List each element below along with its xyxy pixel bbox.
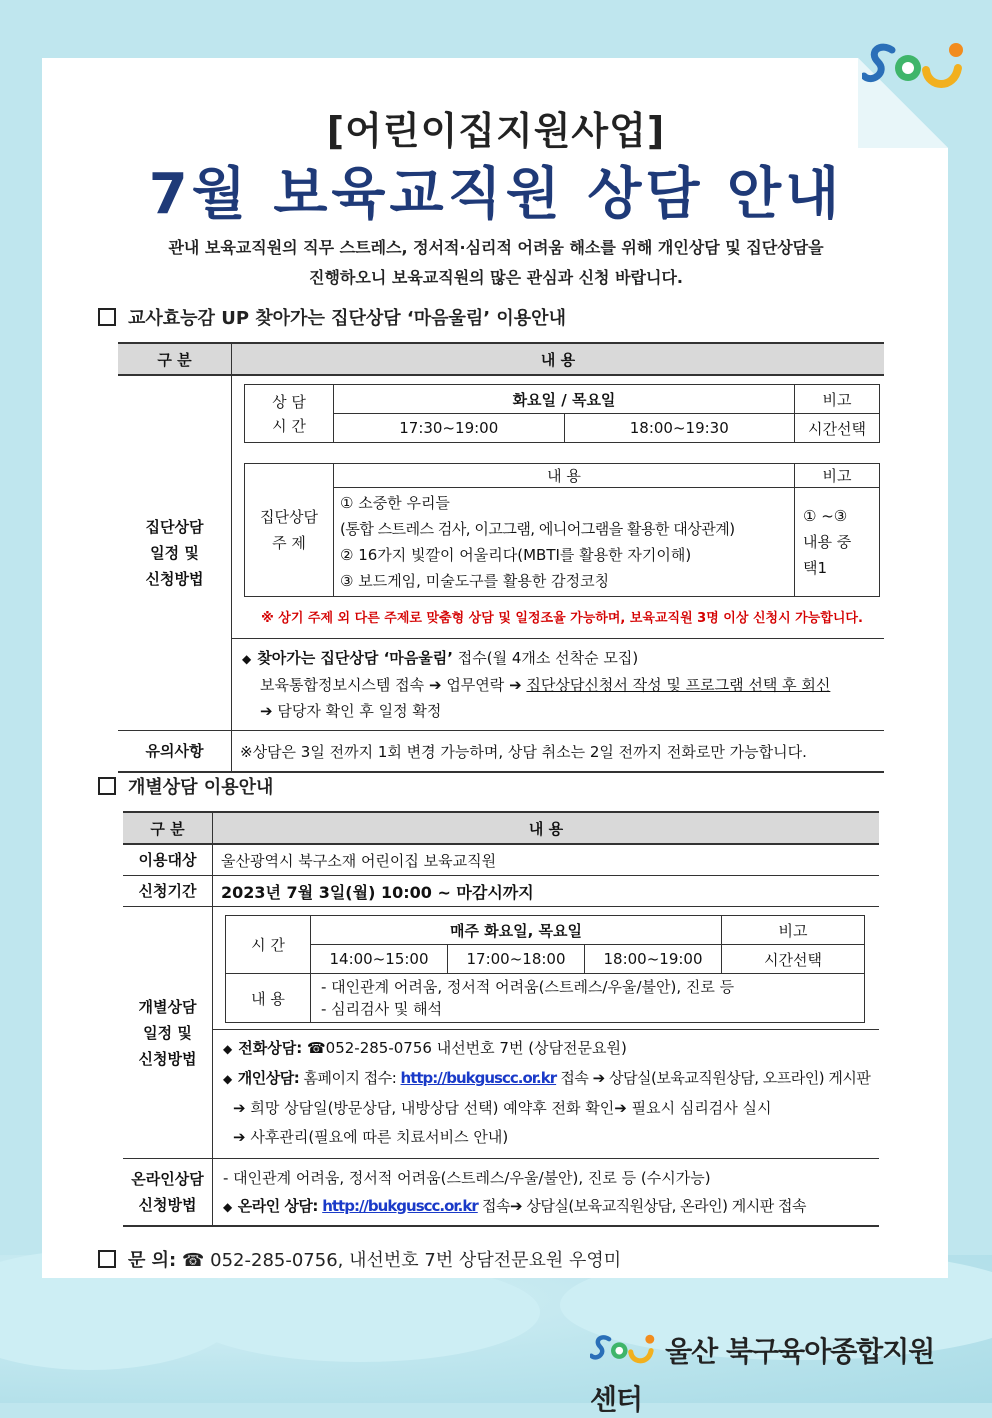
arrow-right-icon: ➔ [233,1128,246,1146]
diamond-bullet-icon: ◆ [223,1072,232,1086]
center-logo-icon [862,32,972,102]
target-label: 이용대상 [123,844,213,876]
phone-label: 전화상담: [238,1039,303,1057]
group-counseling-table [118,342,884,773]
period-text: 2023년 7월 3일(월) 10:00 ~ 마감시까지 [213,876,880,907]
time-label: 시 간 [226,916,311,974]
column-header-content: 내 용 [213,812,880,844]
time-note: 시간선택 [722,945,865,974]
individual-schedule-label: 개별상담 일정 및 신청방법 [123,907,213,1159]
topic-item: ③ 보드게임, 미술도구를 활용한 감정코칭 [340,572,610,590]
checkbox-square-icon [98,777,116,795]
page-title: 7월 보육교직원 상담 안내 [148,162,844,227]
diamond-bullet-icon: ◆ [242,652,252,666]
arrow-right-icon: ➔ [614,1099,627,1117]
time-slot: 18:00~19:00 [585,945,722,974]
organization-name: 울산 북구육아종합지원센터 [590,1335,935,1416]
intro-text-line1: 관내 보육교직원의 직무 스트레스, 정서적·심리적 어려움 해소를 위해 개인상담 및 집단상담을 [168,238,824,257]
diamond-bullet-icon: ◆ [223,1199,232,1214]
days-header: 매주 화요일, 목요일 [311,916,722,945]
apply-title-detail: 접수(월 4개소 선착순 모집) [452,649,639,667]
arrow-right-icon: ➔ [260,702,273,720]
phone-text: 052-285-0756 내선번호 7번 (상담전문요원) [325,1039,627,1057]
personal-text: 상담실(보육교직원상담, 오프라인) 게시판 [609,1069,871,1087]
contact-text: 052-285-0756, 내선번호 7번 상담전문요원 우영미 [210,1250,622,1271]
individual-time-table [225,915,865,1023]
target-text: 울산광역시 북구소재 어린이집 보육교직원 [213,844,880,876]
topic-label: 집단상담 주 제 [245,464,334,597]
personal-text: 홈페이지 접수: [303,1069,397,1087]
time-slot: 17:00~18:00 [448,945,585,974]
topic-note-header: 비고 [795,464,880,488]
online-text: - 대인관계 어려움, 정서적 어려움(스트레스/우울/불안), 진로 등 (수시가능) [223,1168,711,1187]
days-header: 화요일 / 목요일 [334,385,795,414]
red-notice: ※ 상기 주제 외 다른 주제로 맞춤형 상담 및 일정조율 가능하며, 보육교직원 3명 이상 신청시 가능합니다. [261,611,863,626]
apply-step: 담당자 확인 후 일정 확정 [277,702,442,720]
personal-step: 사후관리(필요에 따른 치료서비스 안내) [250,1128,509,1146]
topic-content-header: 내 용 [334,464,795,488]
caution-label: 유의사항 [118,731,232,773]
arrow-right-icon: ➔ [233,1099,246,1117]
checkbox-square-icon [98,308,116,326]
contact-line [98,1246,621,1272]
arrow-right-icon: ➔ [509,676,522,694]
online-text: 접속 [482,1196,511,1215]
topic-item: ① 소중한 우리들 [340,494,450,512]
personal-text: 접속 [560,1069,589,1087]
group-time-table [244,384,880,443]
arrow-right-icon: ➔ [592,1069,605,1087]
online-text: 상담실(보육교직원상담, 온라인) 게시판 접속 [526,1196,806,1215]
note-header: 비고 [722,916,865,945]
time-slot: 17:30~19:00 [334,414,565,443]
personal-step: 필요시 심리검사 실시 [631,1099,772,1117]
center-logo-icon [590,1322,660,1378]
time-label: 상 담 시 간 [245,385,334,443]
apply-step: 보육통합정보시스템 접속 [260,676,425,694]
content-item: - 심리검사 및 해석 [321,1000,443,1018]
topic-item: ② 16가지 빛깔이 어울리다(MBTI를 활용한 자기이해) [340,546,692,564]
column-header-category: 구 분 [118,343,232,375]
section1-heading: 교사효능감 UP 찾아가는 집단상담 ‘마음울림’ 이용안내 [98,304,566,330]
footer-logo [590,1322,950,1416]
apply-step-underlined: 집단상담신청서 작성 및 프로그램 선택 후 회신 [526,676,831,694]
arrow-right-icon: ➔ [428,676,442,694]
homepage-link[interactable]: http://bukguscc.or.kr [400,1069,557,1087]
online-label: 온라인상담 신청방법 [123,1159,213,1227]
page-subtitle: [어린이집지원사업] [326,109,666,153]
group-topic-table [244,463,880,597]
note-header: 비고 [795,385,880,414]
personal-step: 희망 상담일(방문상담, 내방상담 선택) 예약후 전화 확인 [250,1099,615,1117]
online-counsel-label: 온라인 상담: [237,1196,318,1215]
contact-label: 문 의: [128,1250,177,1271]
personal-label: 개인상담: [237,1069,300,1087]
online-homepage-link[interactable]: http://bukguscc.or.kr [322,1196,478,1215]
content-label: 내 용 [226,974,311,1023]
apply-title: 찾아가는 집단상담 ‘마음울림’ [257,649,453,667]
arrow-right-icon: ➔ [510,1196,523,1215]
phone-icon: ☎ [181,1250,205,1271]
apply-step: 업무연락 [446,676,505,694]
column-header-category: 구 분 [123,812,213,844]
section2-heading: 개별상담 이용안내 [98,773,273,799]
individual-counseling-table [123,811,879,1227]
intro-text-line2: 진행하오니 보육교직원의 많은 관심과 신청 바랍니다. [309,268,683,287]
topic-item-detail: (통합 스트레스 검사, 이고그램, 에니어그램을 활용한 대상관계) [340,520,735,538]
time-note: 시간선택 [795,414,880,443]
phone-icon: ☎ [306,1039,326,1057]
group-schedule-label: 집단상담 일정 및 신청방법 [118,375,232,731]
time-slot: 18:00~19:30 [564,414,795,443]
time-slot: 14:00~15:00 [311,945,448,974]
diamond-bullet-icon: ◆ [223,1042,233,1056]
content-item: - 대인관계 어려움, 정서적 어려움(스트레스/우울/불안), 진로 등 [321,978,735,996]
topic-note: ① ~③ 내용 중 택1 [795,488,880,597]
column-header-content: 내 용 [232,343,885,375]
caution-text: ※상담은 3일 전까지 1회 변경 가능하며, 상담 취소는 2일 전까지 전화로만 가능합니다. [232,731,885,773]
period-label: 신청기간 [123,876,213,907]
checkbox-square-icon [98,1250,116,1268]
